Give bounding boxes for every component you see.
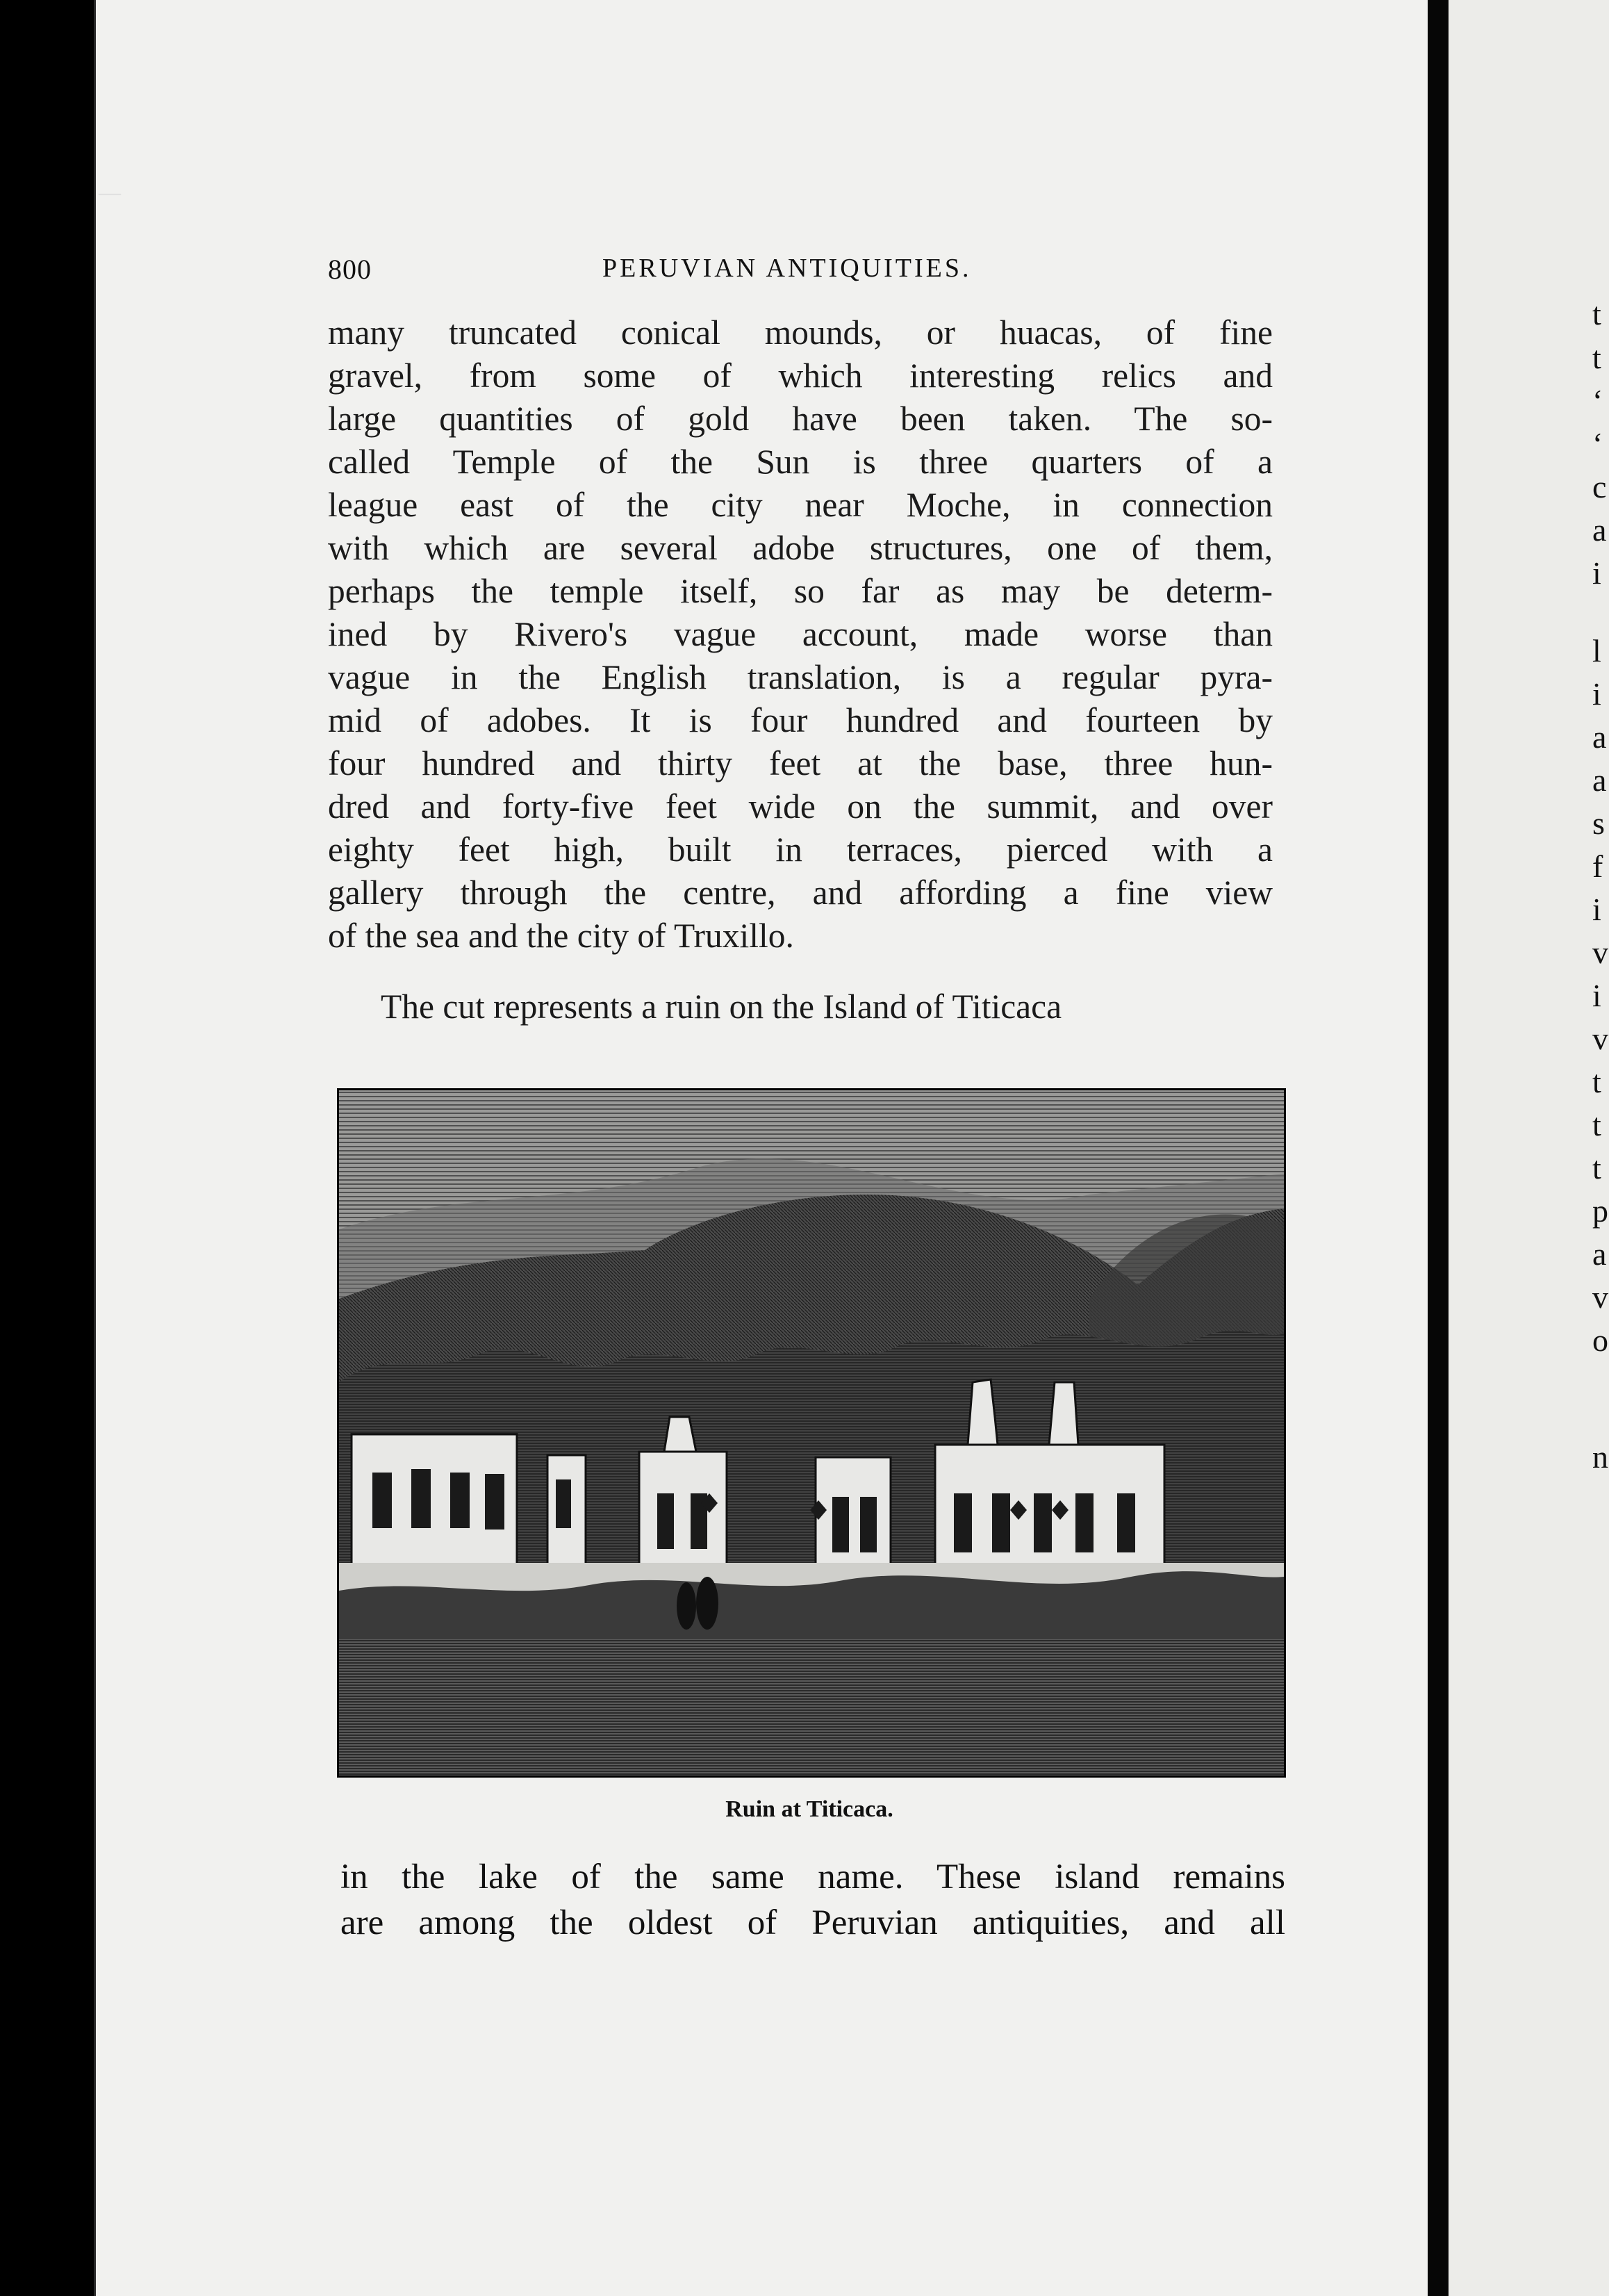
fragment-letter: n: [1592, 1439, 1608, 1475]
text-line: perhaps the temple itself, so far as may be determ-: [328, 572, 1273, 610]
fragment-letter: v: [1592, 1021, 1608, 1056]
fragment-letter: t: [1592, 1107, 1601, 1142]
text-line: eighty feet high, built in terraces, pierced with a: [328, 830, 1273, 869]
fragment-letter: v: [1592, 935, 1608, 970]
text-line: many truncated conical mounds, or huacas, of fine: [328, 313, 1273, 352]
text-line: league east of the city near Moche, in connection: [328, 486, 1273, 524]
fragment-letter: o: [1592, 1322, 1608, 1358]
body-text-bottom: [340, 1854, 1285, 1946]
text-line: gravel, from some of which interesting relics and: [328, 356, 1273, 395]
text-line: in the lake of the same name. These island remains: [340, 1858, 1285, 1896]
text-line: with which are several adobe structures, one of them,: [328, 529, 1273, 567]
text-line: gallery through the centre, and affording a fine view: [328, 874, 1273, 912]
fragment-letter: a: [1592, 512, 1607, 548]
paragraph-start: The cut represents a ruin on the Island of Titicaca: [381, 987, 1062, 1026]
fragment-letter: t: [1592, 296, 1601, 331]
body-text-top: [328, 311, 1273, 958]
fragment-letter: i: [1592, 676, 1601, 712]
fragment-letter: i: [1592, 892, 1601, 927]
engraving-ruin-at-titicaca: [337, 1088, 1286, 1778]
fragment-letter: a: [1592, 762, 1607, 798]
text-line: of the sea and the city of Truxillo.: [328, 917, 794, 955]
fragment-letter: v: [1592, 1279, 1608, 1315]
fragment-letter: ‘: [1592, 426, 1603, 461]
facing-page-edge: [1449, 0, 1609, 2296]
page-number: 800: [328, 254, 372, 285]
fragment-letter: t: [1592, 1150, 1601, 1186]
fragment-letter: l: [1592, 633, 1601, 669]
text-line: called Temple of the Sun is three quarters of a: [328, 443, 1273, 481]
text-line: are among the oldest of Peruvian antiquities, and all: [340, 1903, 1285, 1942]
fragment-letter: t: [1592, 1064, 1601, 1099]
fragment-letter: ‘: [1592, 383, 1603, 418]
fragment-letter: a: [1592, 1236, 1607, 1272]
text-line: mid of adobes. It is four hundred and fourteen by: [328, 701, 1273, 739]
text-line: vague in the English translation, is a regular pyra-: [328, 658, 1273, 696]
fragment-letter: c: [1592, 469, 1607, 505]
text-line: ined by Rivero's vague account, made worse than: [328, 615, 1273, 653]
running-title: PERUVIAN ANTIQUITIES.: [602, 254, 972, 283]
book-gutter: [1428, 0, 1449, 2296]
text-line: four hundred and thirty feet at the base, three hun-: [328, 744, 1273, 782]
fragment-letter: p: [1592, 1193, 1608, 1229]
fragment-letter: a: [1592, 719, 1607, 755]
fragment-letter: f: [1592, 848, 1603, 884]
fragment-letter: i: [1592, 555, 1601, 591]
margin-mark-icon: —: [99, 179, 121, 204]
fragment-letter: s: [1592, 805, 1605, 841]
running-head: [328, 253, 1273, 292]
text-line: large quantities of gold have been taken. The so-: [328, 400, 1273, 438]
fragment-letter: i: [1592, 978, 1601, 1013]
text-line: dred and forty-five feet wide on the summit, and over: [328, 787, 1273, 826]
fragment-letter: t: [1592, 340, 1601, 375]
figure-caption: Ruin at Titicaca.: [725, 1796, 893, 1822]
engraving-image: [339, 1090, 1284, 1776]
